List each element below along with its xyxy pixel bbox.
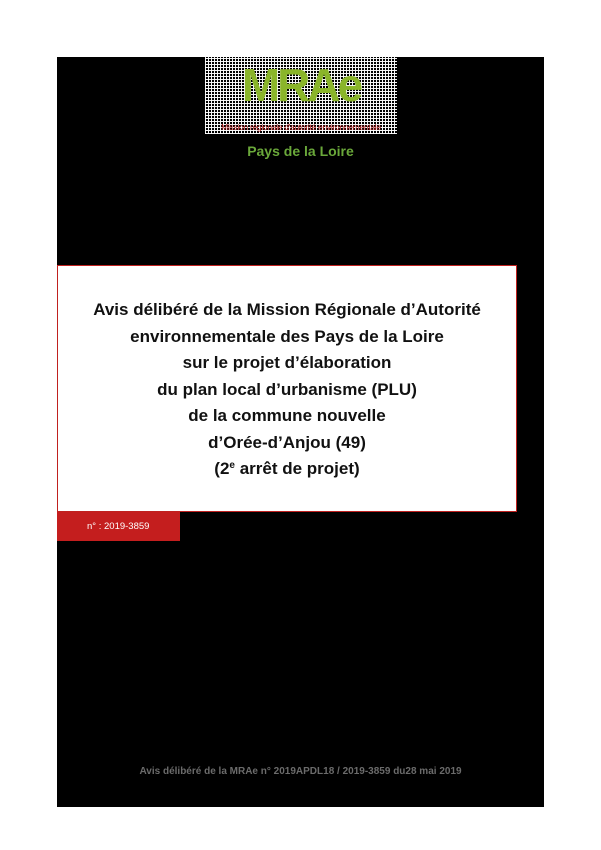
title-line-5: de la commune nouvelle bbox=[188, 406, 386, 425]
title-line-6: d’Orée-d’Anjou (49) bbox=[208, 432, 366, 452]
region-name: Pays de la Loire bbox=[247, 143, 354, 159]
logo-subtitle: Mission régionale d'autorité environnementale bbox=[221, 122, 381, 132]
title-line-7-prefix: (2 bbox=[214, 459, 230, 478]
title-line-4: du plan local d’urbanisme (PLU) bbox=[157, 379, 417, 399]
footer-text: Avis délibéré de la MRAe n° 2019APDL18 / 2019-3859 du28 mai 2019 bbox=[139, 766, 462, 777]
logo-acronym-main: MRA bbox=[241, 59, 338, 111]
logo-acronym-e: e bbox=[337, 59, 361, 111]
title-box bbox=[57, 265, 517, 512]
title-line-7-sup: e bbox=[229, 460, 235, 471]
title-line-7-suffix: arrêt de projet) bbox=[234, 459, 360, 478]
logo-acronym bbox=[205, 59, 397, 111]
title-line-1: Avis délibéré de la Mission Régionale d’Autorité bbox=[93, 300, 481, 319]
title-line-7 bbox=[58, 456, 516, 483]
mrae-logo bbox=[205, 57, 397, 134]
reference-badge: n° : 2019-3859 bbox=[57, 512, 180, 541]
title-line-2: environnementale des Pays de la Loire bbox=[130, 326, 444, 346]
title-line-3: sur le projet d’élaboration bbox=[182, 353, 392, 372]
document-title bbox=[58, 297, 516, 483]
